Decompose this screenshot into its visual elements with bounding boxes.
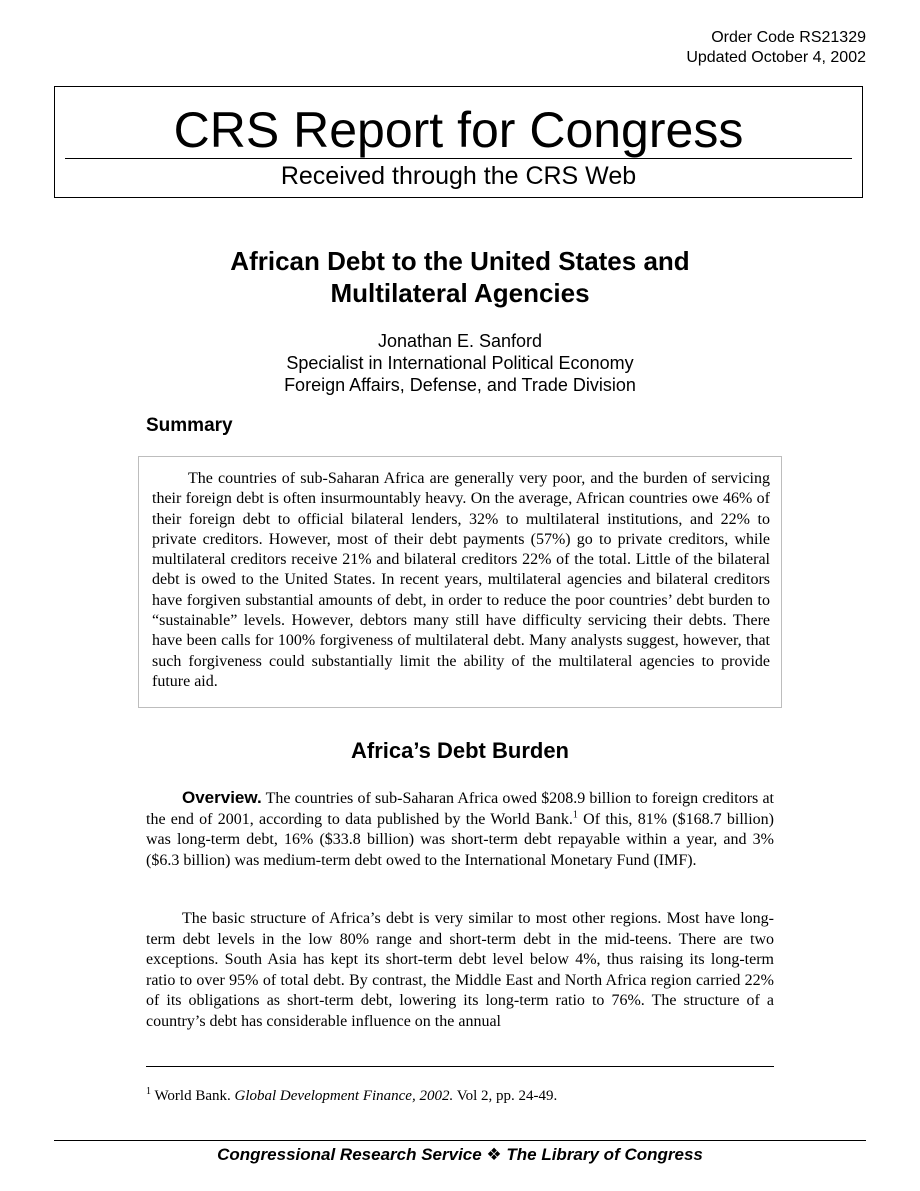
footnote [146, 1086, 557, 1106]
author-division: Foreign Affairs, Defense, and Trade Division [284, 375, 636, 395]
overview-paragraph [146, 788, 774, 871]
document-title-line-1: African Debt to the United States and [230, 246, 690, 276]
footnote-text-a: World Bank. [151, 1088, 235, 1104]
author-title: Specialist in International Political Economy [286, 353, 634, 373]
order-code-block [686, 28, 866, 68]
overview-run-in-heading: Overview. [182, 788, 262, 807]
overview-text-a: The countries of sub-Saharan Africa owed $208.9 billion to foreign creditors at the end of 2001, according to data published by the World Bank. [146, 790, 774, 828]
footer-divider [54, 1140, 866, 1141]
author-block [0, 330, 920, 396]
updated-date: Updated October 4, 2002 [686, 49, 866, 66]
summary-heading: Summary [146, 415, 233, 436]
order-code: Order Code RS21329 [711, 29, 866, 46]
page-footer: Congressional Research Service ❖ The Library of Congress [217, 1145, 703, 1164]
debt-structure-paragraph: The basic structure of Africa’s debt is very similar to most other regions. Most have long-term debt levels in the low 80% range and short-term debt in the mid-teens. There are two exceptions. South Asia has kept its short-term debt level below 4%, thus raising its long-term ratio to over 95% of total debt. By contrast, the Middle East and North Africa region carried 22% of its obligations as short-term debt, lowering its long-term ratio to 76%. The structure of a country’s debt has considerable influence on the annual [146, 910, 774, 1030]
report-header-box [54, 86, 863, 198]
overview-text-b: Of this, 81% ($168.7 billion) was long-term debt, 16% ($33.8 billion) was short-term debt repayable within a year, and 3% ($6.3 billion) was medium-term debt owed to the International Monetary Fund (IMF). [146, 810, 774, 869]
summary-box [138, 456, 782, 708]
document-title-line-2: Multilateral Agencies [330, 278, 590, 308]
footnote-source-title: Global Development Finance, 2002. [234, 1088, 454, 1104]
footnote-text-b: Vol 2, pp. 24-49. [453, 1088, 558, 1104]
footnote-marker: 1 [146, 1086, 151, 1097]
header-divider [65, 158, 852, 159]
footnote-reference: 1 [572, 809, 578, 821]
author-name: Jonathan E. Sanford [377, 331, 543, 351]
footnote-divider [146, 1066, 774, 1067]
report-subtitle: Received through the CRS Web [280, 162, 637, 190]
document-title [0, 245, 920, 309]
report-title: CRS Report for Congress [173, 102, 744, 158]
section-heading: Africa’s Debt Burden [350, 738, 569, 763]
summary-text: The countries of sub-Saharan Africa are generally very poor, and the burden of servicing their foreign debt is often insurmountably heavy. On the average, African countries owe 46% of their foreign debt to official bilateral lenders, 32% to multilateral institutions, and 22% to private creditors. However, most of their debt payments (57%) go to private creditors, while multilateral creditors receive 21% and bilateral creditors 22% of the total. Little of the bilateral debt is owed to the United States. In recent years, multilateral agencies and bilateral creditors have forgiven substantial amounts of debt, in order to reduce the poor countries’ debt burden to “sustainable” levels. However, debtors many still have difficulty servicing their debts. There have been calls for 100% forgiveness of multilateral debt. Many analysts suggest, however, that such forgiveness could substantially limit the ability of the multilateral agencies to provide future aid. [152, 470, 770, 690]
